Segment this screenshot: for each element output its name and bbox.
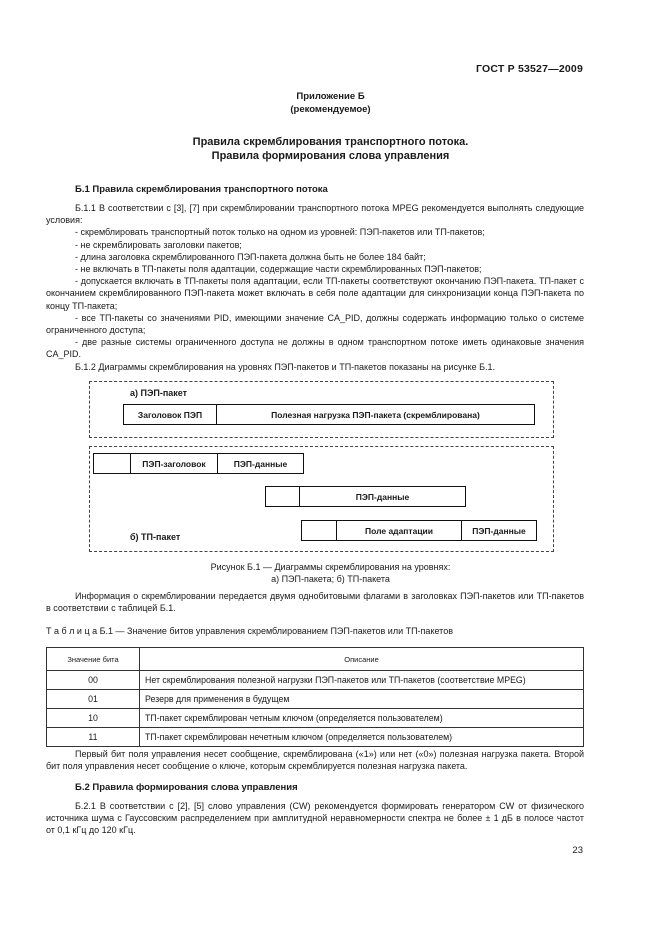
paragraph-b1-2: Б.1.2 Диаграммы скремблирования на уровнях ПЭП-пакетов и ТП-пакетов показаны на рисунке Б.1. bbox=[75, 361, 496, 372]
figure-caption-line2: а) ПЭП-пакета; б) ТП-пакета bbox=[271, 574, 390, 584]
bit-value-cell: 00 bbox=[47, 671, 140, 690]
pes-packet-box bbox=[123, 404, 535, 425]
table-caption: Т а б л и ц а Б.1 — Значение битов управления скремблированием ПЭП-пакетов или ТП-пакетов bbox=[46, 626, 453, 636]
bits-paragraph bbox=[46, 748, 584, 772]
list-item: - не включать в ТП-пакеты поля адаптации, содержащие части скремблированных ПЭП-пакетов; bbox=[75, 264, 482, 275]
pes-level-box bbox=[93, 453, 304, 474]
description-cell: ТП-пакет скремблирован нечетным ключом (определяется пользователем) bbox=[140, 728, 584, 747]
bit-value-cell: 01 bbox=[47, 690, 140, 709]
section-b1-text bbox=[46, 202, 584, 373]
standard-number: ГОСТ Р 53527—2009 bbox=[475, 63, 583, 75]
list-item: - допускается включать в ТП-пакеты поля адаптации, если ТП-пакеты соответствуют окончанию ПЭП-пакета. ТП-пакет с окончанием скремблированного ПЭП-пакета может включать в себя поле адаптации для синхронизации конца ПЭП-пакета по концу ТП-пакета; bbox=[46, 276, 584, 311]
scrambling-bits-table bbox=[46, 647, 584, 747]
appendix-title-line2: Правила формирования слова управления bbox=[211, 150, 450, 162]
diagram-a-label: а) ПЭП-пакет bbox=[130, 388, 188, 398]
pes-header-cell: Заголовок ПЭП bbox=[124, 405, 217, 424]
bits-text: Первый бит поля управления несет сообщение, скремблирована («1») или нет («0») полезная нагрузка пакета. Второй бит поля управления несет сообщение о ключе, которым скремблируется полезная нагрузка пакета. bbox=[46, 749, 584, 772]
bit-value-cell: 11 bbox=[47, 728, 140, 747]
pes-data-cell: ПЭП-данные bbox=[233, 458, 288, 469]
pes-header-cell: ПЭП-заголовок bbox=[131, 454, 218, 473]
ts-packet-box bbox=[301, 520, 537, 541]
table-row bbox=[47, 728, 584, 747]
table-row bbox=[47, 690, 584, 709]
page-number: 23 bbox=[572, 845, 583, 856]
info-paragraph bbox=[46, 590, 584, 614]
figure-caption-line1: Рисунок Б.1 — Диаграммы скремблирования на уровнях: bbox=[210, 562, 451, 572]
section-b1-heading: Б.1 Правила скремблирования транспортного потока bbox=[75, 184, 328, 195]
appendix-title-line1: Правила скремблирования транспортного потока. bbox=[192, 136, 469, 148]
paragraph-b2-1: Б.2.1 В соответствии с [2], [5] слово управления (CW) рекомендуется формировать генератором CW от физического источника шума с Гауссовским распределением при амплитудной неравномерности спектра не более ± 1 дБ в полосе частот от 0,1 кГц до 120 кГц. bbox=[46, 801, 584, 836]
description-cell: Нет скремблирования полезной нагрузки ПЭП-пакетов или ТП-пакетов (соответствие MPEG) bbox=[140, 671, 584, 690]
section-b2-text bbox=[46, 800, 584, 837]
empty-cell bbox=[302, 521, 337, 540]
list-item: - не скремблировать заголовки пакетов; bbox=[75, 239, 242, 250]
description-cell: ТП-пакет скремблирован четным ключом (определяется пользователем) bbox=[140, 709, 584, 728]
empty-cell bbox=[266, 487, 300, 506]
appendix-label: Приложение Б bbox=[296, 91, 365, 102]
pes-payload-cell: Полезная нагрузка ПЭП-пакета (скремблирована) bbox=[271, 409, 480, 420]
info-text: Информация о скремблировании передается двумя однобитовыми флагами в заголовках ПЭП-пакетов или ТП-пакетов в соответствии с таблицей Б.1. bbox=[46, 591, 584, 614]
list-item: - скремблировать транспортный поток только на одном из уровней: ПЭП-пакетов или ТП-пакетов; bbox=[75, 227, 485, 238]
pes-data-cell: ПЭП-данные bbox=[355, 491, 410, 502]
column-header: Описание bbox=[140, 648, 584, 671]
diagram-b-label: б) ТП-пакет bbox=[130, 532, 181, 542]
list-item: - две разные системы ограниченного доступа не должны в одном транспортном потоке иметь одинаковые значения CA_PID. bbox=[46, 337, 584, 360]
bit-value-cell: 10 bbox=[47, 709, 140, 728]
paragraph-b1-1: Б.1.1 В соответствии с [3], [7] при скремблировании транспортного потока MPEG рекомендуется выполнять следующие условия: bbox=[46, 203, 584, 226]
list-item: - длина заголовка скремблированного ПЭП-пакета должна быть не более 184 байт; bbox=[75, 251, 426, 262]
pes-data-cell: ПЭП-данные bbox=[472, 525, 526, 536]
pes-data-box bbox=[265, 486, 466, 507]
table-header-row bbox=[47, 648, 584, 671]
appendix-status: (рекомендуемое) bbox=[290, 104, 371, 115]
empty-cell bbox=[94, 454, 131, 473]
adaptation-field-cell: Поле адаптации bbox=[337, 521, 462, 540]
section-b2-heading: Б.2 Правила формирования слова управления bbox=[75, 782, 298, 793]
table-row bbox=[47, 709, 584, 728]
table-row bbox=[47, 671, 584, 690]
column-header: Значение бита bbox=[47, 648, 140, 671]
list-item: - все ТП-пакеты со значениями PID, имеющими значение CA_PID, должны содержать информацию только о системе ограниченного доступа; bbox=[46, 312, 584, 336]
description-cell: Резерв для применения в будущем bbox=[140, 690, 584, 709]
